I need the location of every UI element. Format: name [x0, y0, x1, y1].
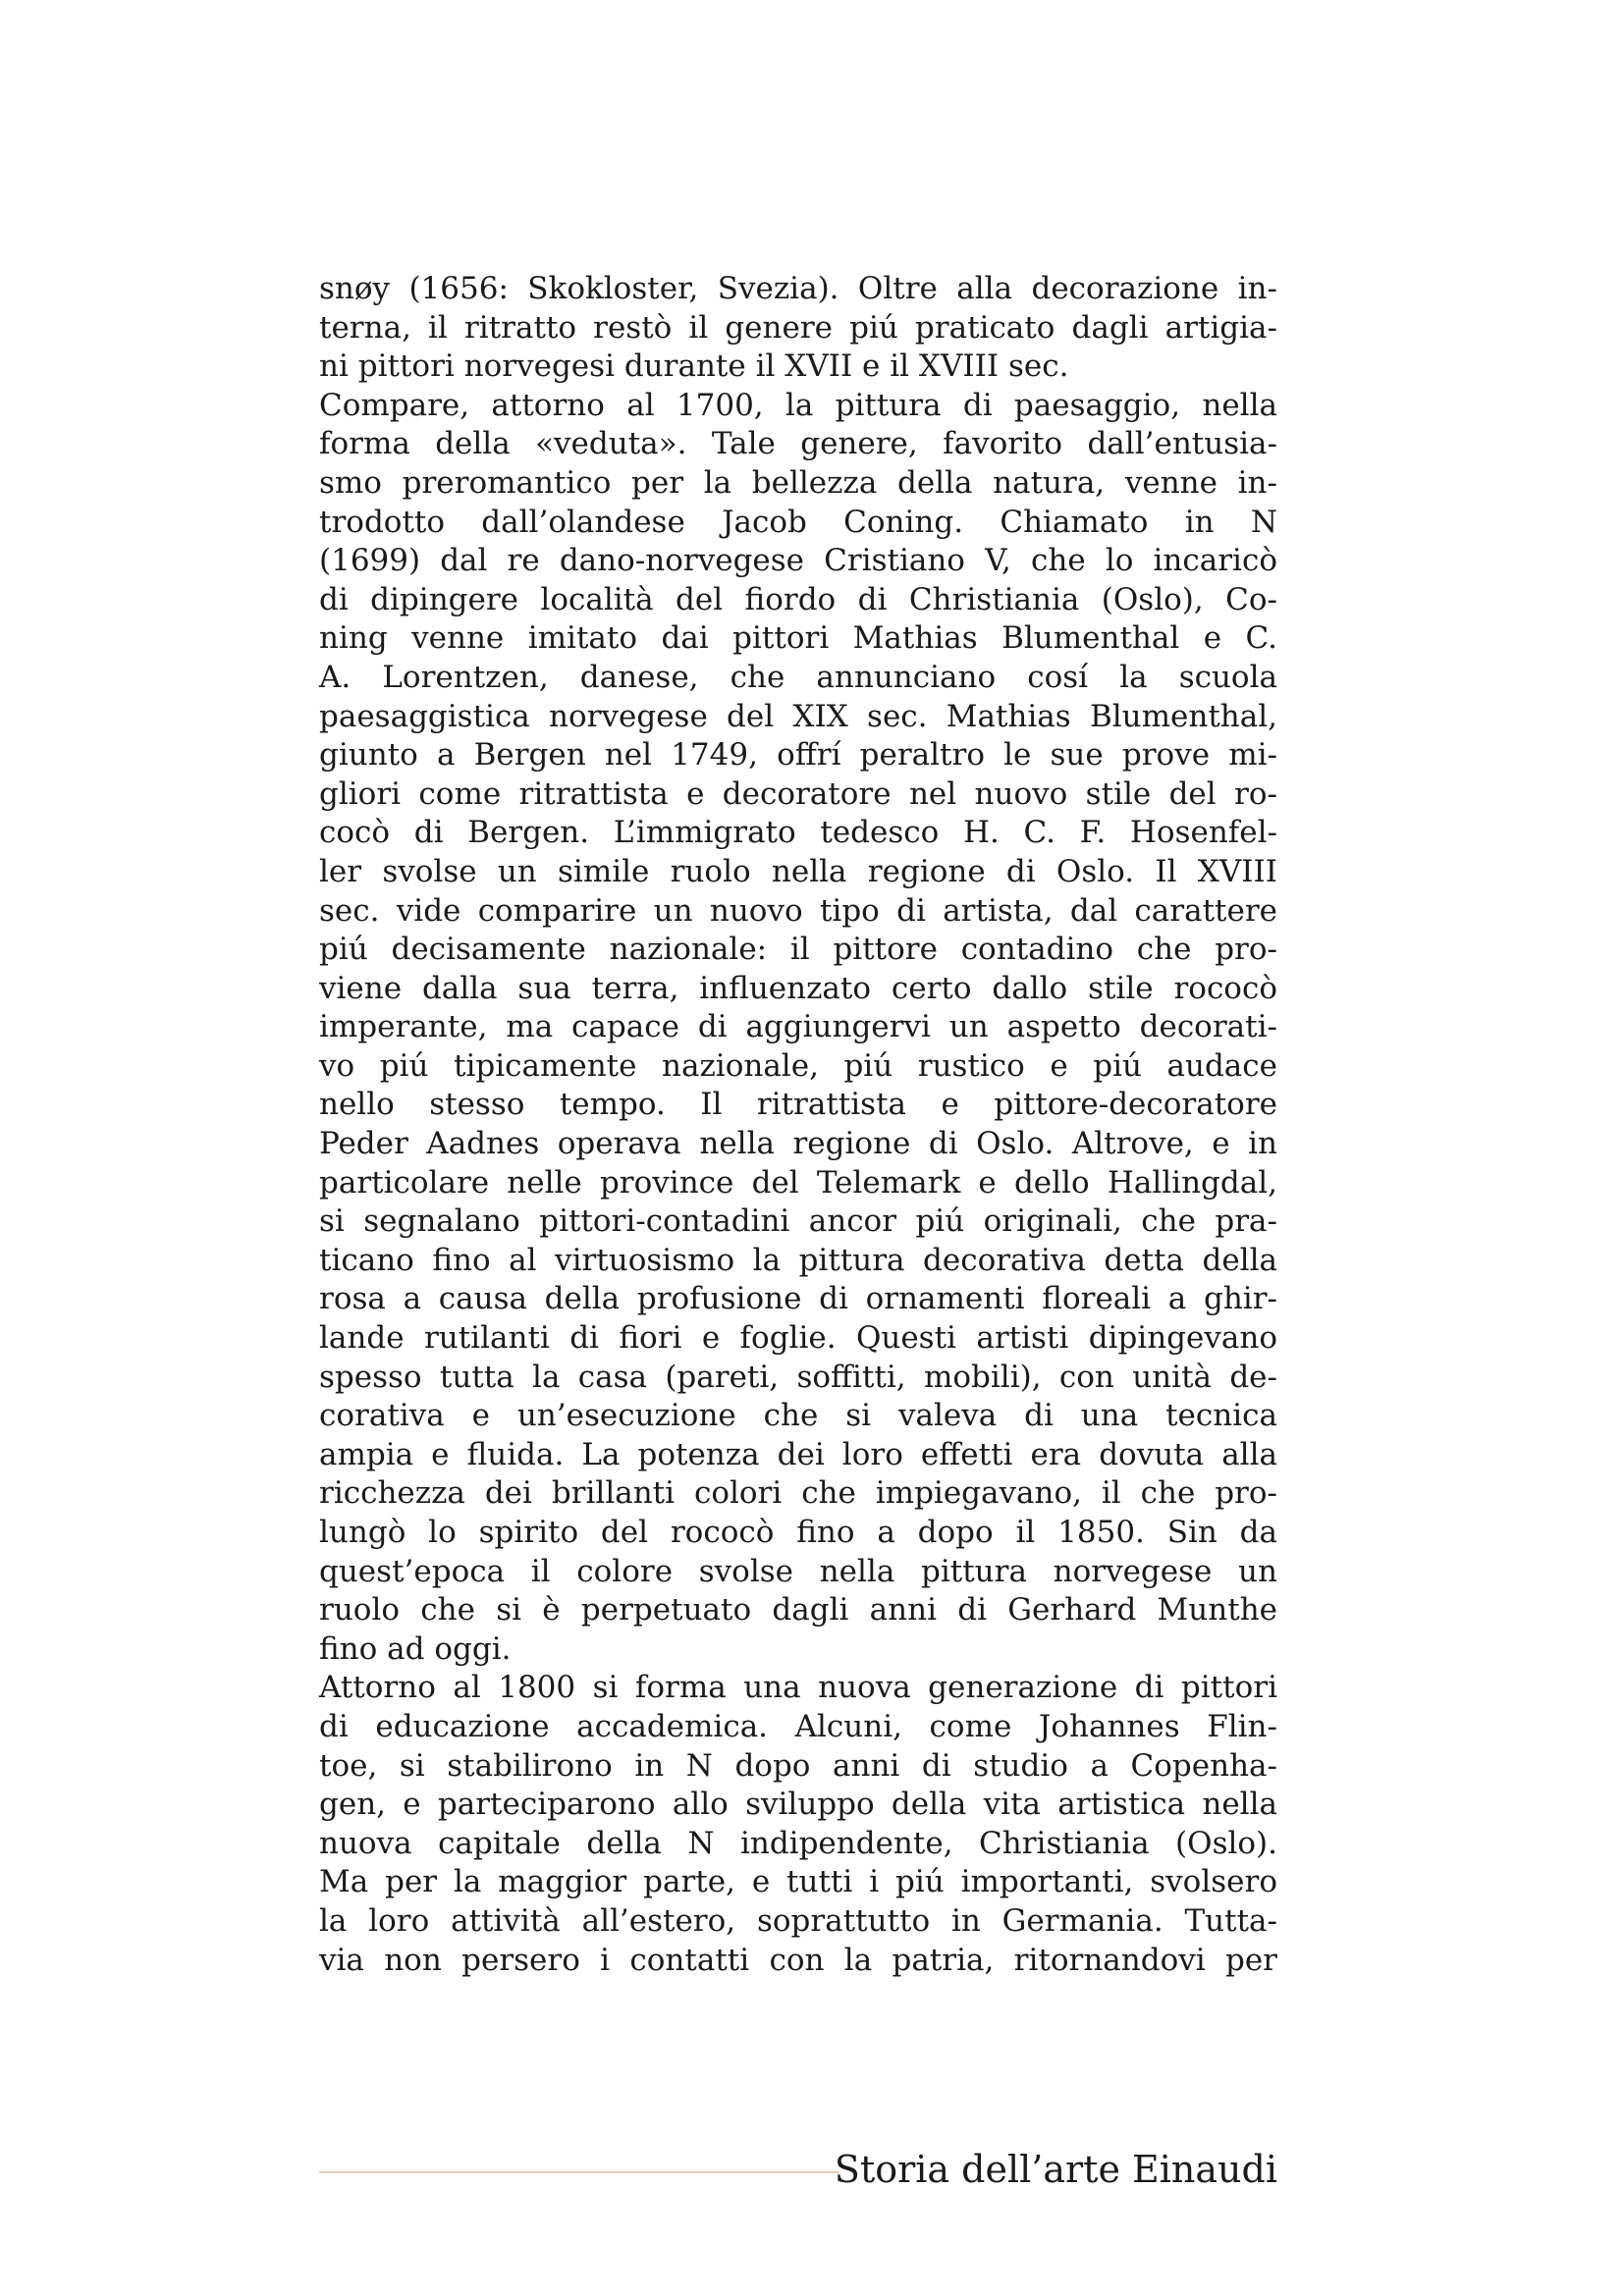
text-line: gliori come ritrattista e decoratore nel nuovo stile del ro- — [319, 775, 1277, 812]
text-line: particolare nelle province del Telemark e dello Hallingdal, — [319, 1164, 1277, 1201]
text-line: fino ad oggi. — [319, 1630, 512, 1667]
text-line: cocò di Bergen. L’immigrato tedesco H. C. F. Hosenfel- — [319, 815, 1277, 851]
text-line: Attorno al 1800 si forma una nuova generazione di pittori — [319, 1670, 1277, 1706]
text-line: la loro attività all’estero, soprattutto in Germania. Tutta- — [319, 1902, 1277, 1939]
text-line: rosa a causa della profusione di ornamenti floreali a ghir- — [319, 1281, 1277, 1317]
text-line: snøy (1656: Skokloster, Svezia). Oltre alla decorazione in- — [319, 271, 1277, 306]
text-line: quest’epoca il colore svolse nella pittura norvegese un — [319, 1553, 1277, 1589]
footer-title: Storia dell’arte Einaudi — [834, 2148, 1277, 2191]
text-line: A. Lorentzen, danese, che annunciano cosí la scuola — [319, 659, 1277, 695]
text-line: ticano fino al virtuosismo la pittura decorativa detta della — [319, 1242, 1277, 1278]
text-line: forma della «veduta». Tale genere, favorito dall’entusia- — [319, 426, 1277, 462]
text-line: nello stesso tempo. Il ritrattista e pittore-decoratore — [319, 1087, 1277, 1123]
text-line: sec. vide comparire un nuovo tipo di artista, dal carattere — [319, 892, 1277, 929]
text-line: ampia e fluida. La potenza dei loro effetti era dovuta alla — [319, 1436, 1277, 1472]
text-line: Ma per la maggior parte, e tutti i piú importanti, svolsero — [319, 1864, 1277, 1900]
text-line: trodotto dall’olandese Jacob Coning. Chiamato in N — [319, 504, 1277, 540]
text-line: imperante, ma capace di aggiungervi un aspetto decorati- — [319, 1009, 1277, 1045]
text-line: ning venne imitato dai pittori Mathias Blumenthal e C. — [319, 620, 1277, 657]
text-line: toe, si stabilirono in N dopo anni di studio a Copenha- — [319, 1747, 1277, 1784]
text-line: giunto a Bergen nel 1749, offrí peraltro le sue prove mi- — [319, 737, 1277, 774]
text-line: paesaggistica norvegese del XIX sec. Mathias Blumenthal, — [319, 698, 1277, 734]
text-line: piú decisamente nazionale: il pittore contadino che pro- — [319, 932, 1277, 968]
body-text — [319, 270, 1277, 1980]
footer-divider — [319, 2171, 839, 2173]
text-line: (1699) dal re dano-norvegese Cristiano V, che lo incaricò — [319, 543, 1277, 579]
text-line: ruolo che si è perpetuato dagli anni di Gerhard Munthe — [319, 1592, 1277, 1629]
text-line: lungò lo spirito del rococò fino a dopo il 1850. Sin da — [319, 1515, 1277, 1550]
text-line: ricchezza dei brillanti colori che impiegavano, il che pro- — [319, 1475, 1277, 1512]
text-line: ni pittori norvegesi durante il XVII e il XVIII sec. — [319, 348, 1069, 385]
text-line: di dipingere località del fiordo di Christiania (Oslo), Co- — [319, 581, 1277, 617]
text-line: smo preromantico per la bellezza della natura, venne in- — [319, 464, 1277, 501]
text-line: lande rutilanti di fiori e foglie. Questi artisti dipingevano — [319, 1320, 1277, 1357]
text-line: gen, e parteciparono allo sviluppo della vita artistica nella — [319, 1787, 1277, 1823]
text-line: vo piú tipicamente nazionale, piú rustico e piú audace — [319, 1047, 1277, 1084]
text-line: spesso tutta la casa (pareti, soffitti, mobili), con unità de- — [319, 1359, 1277, 1395]
text-line: via non persero i contatti con la patria, ritornandovi per — [319, 1942, 1277, 1978]
text-line: ler svolse un simile ruolo nella regione di Oslo. Il XVIII — [319, 853, 1277, 889]
text-line: Peder Aadnes operava nella regione di Oslo. Altrove, e in — [319, 1126, 1277, 1162]
text-line: viene dalla sua terra, influenzato certo dallo stile rococò — [319, 970, 1277, 1006]
text-line: corativa e un’esecuzione che si valeva di una tecnica — [319, 1398, 1277, 1434]
text-line: Compare, attorno al 1700, la pittura di paesaggio, nella — [319, 387, 1277, 423]
text-line: terna, il ritratto restò il genere piú praticato dagli artigia- — [319, 309, 1277, 346]
text-line: si segnalano pittori-contadini ancor piú originali, che pra- — [319, 1203, 1277, 1240]
text-line: di educazione accademica. Alcuni, come Johannes Flin- — [319, 1708, 1277, 1744]
text-line: nuova capitale della N indipendente, Christiania (Oslo). — [319, 1825, 1277, 1861]
